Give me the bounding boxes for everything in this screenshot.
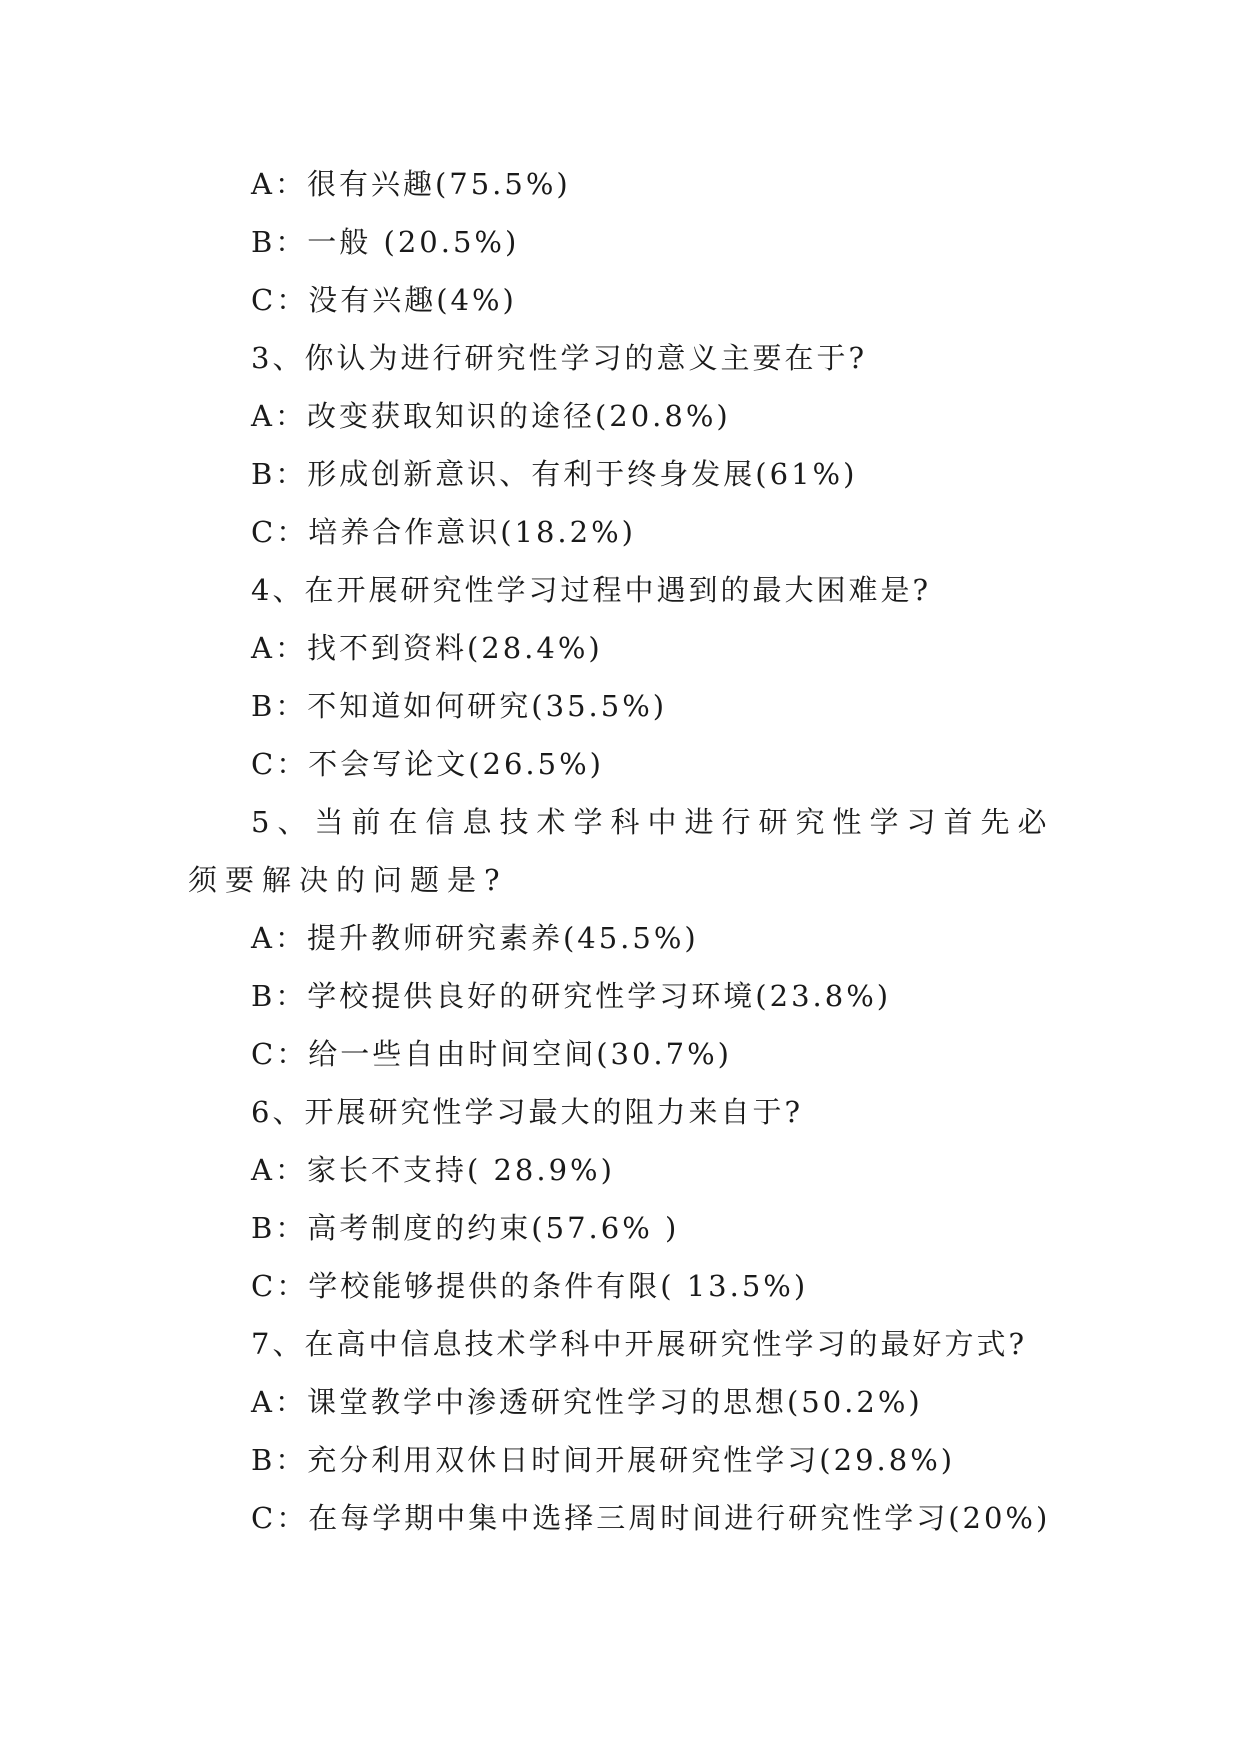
option-line: B：高考制度的约束(57.6% ) — [251, 1211, 680, 1245]
option-line: C：学校能够提供的条件有限( 13.5%) — [251, 1269, 809, 1303]
option-line: A：家长不支持( 28.9%) — [251, 1153, 615, 1187]
option-line: A：提升教师研究素养(45.5%) — [251, 921, 699, 955]
question-line: 5、当前在信息技术学科中进行研究性学习首先必须要解决的问题是? — [188, 805, 1055, 897]
option-line: B：充分利用双休日时间开展研究性学习(29.8%) — [251, 1443, 956, 1477]
option-line: A：找不到资料(28.4%) — [251, 631, 603, 665]
option-line: C：没有兴趣(4%) — [251, 283, 517, 317]
option-line: B：形成创新意识、有利于终身发展(61%) — [251, 457, 858, 491]
question-line: 3、你认为进行研究性学习的意义主要在于? — [251, 341, 867, 375]
document-body — [188, 155, 1068, 1547]
option-line: A：改变获取知识的途径(20.8%) — [251, 399, 731, 433]
option-line: C：给一些自由时间空间(30.7%) — [251, 1037, 732, 1071]
option-line: C：在每学期中集中选择三周时间进行研究性学习(20%) — [251, 1501, 1051, 1535]
option-line: B：不知道如何研究(35.5%) — [251, 689, 668, 723]
option-line: A：课堂教学中渗透研究性学习的思想(50.2%) — [251, 1385, 923, 1419]
option-line: C：不会写论文(26.5%) — [251, 747, 604, 781]
option-line: B：一般 (20.5%) — [251, 225, 520, 259]
question-line: 4、在开展研究性学习过程中遇到的最大困难是? — [251, 573, 931, 607]
question-line: 6、开展研究性学习最大的阻力来自于? — [251, 1095, 803, 1129]
option-line: C：培养合作意识(18.2%) — [251, 515, 636, 549]
question-line: 7、在高中信息技术学科中开展研究性学习的最好方式? — [251, 1327, 1027, 1361]
option-line: A：很有兴趣(75.5%) — [251, 167, 571, 201]
option-line: B：学校提供良好的研究性学习环境(23.8%) — [251, 979, 892, 1013]
